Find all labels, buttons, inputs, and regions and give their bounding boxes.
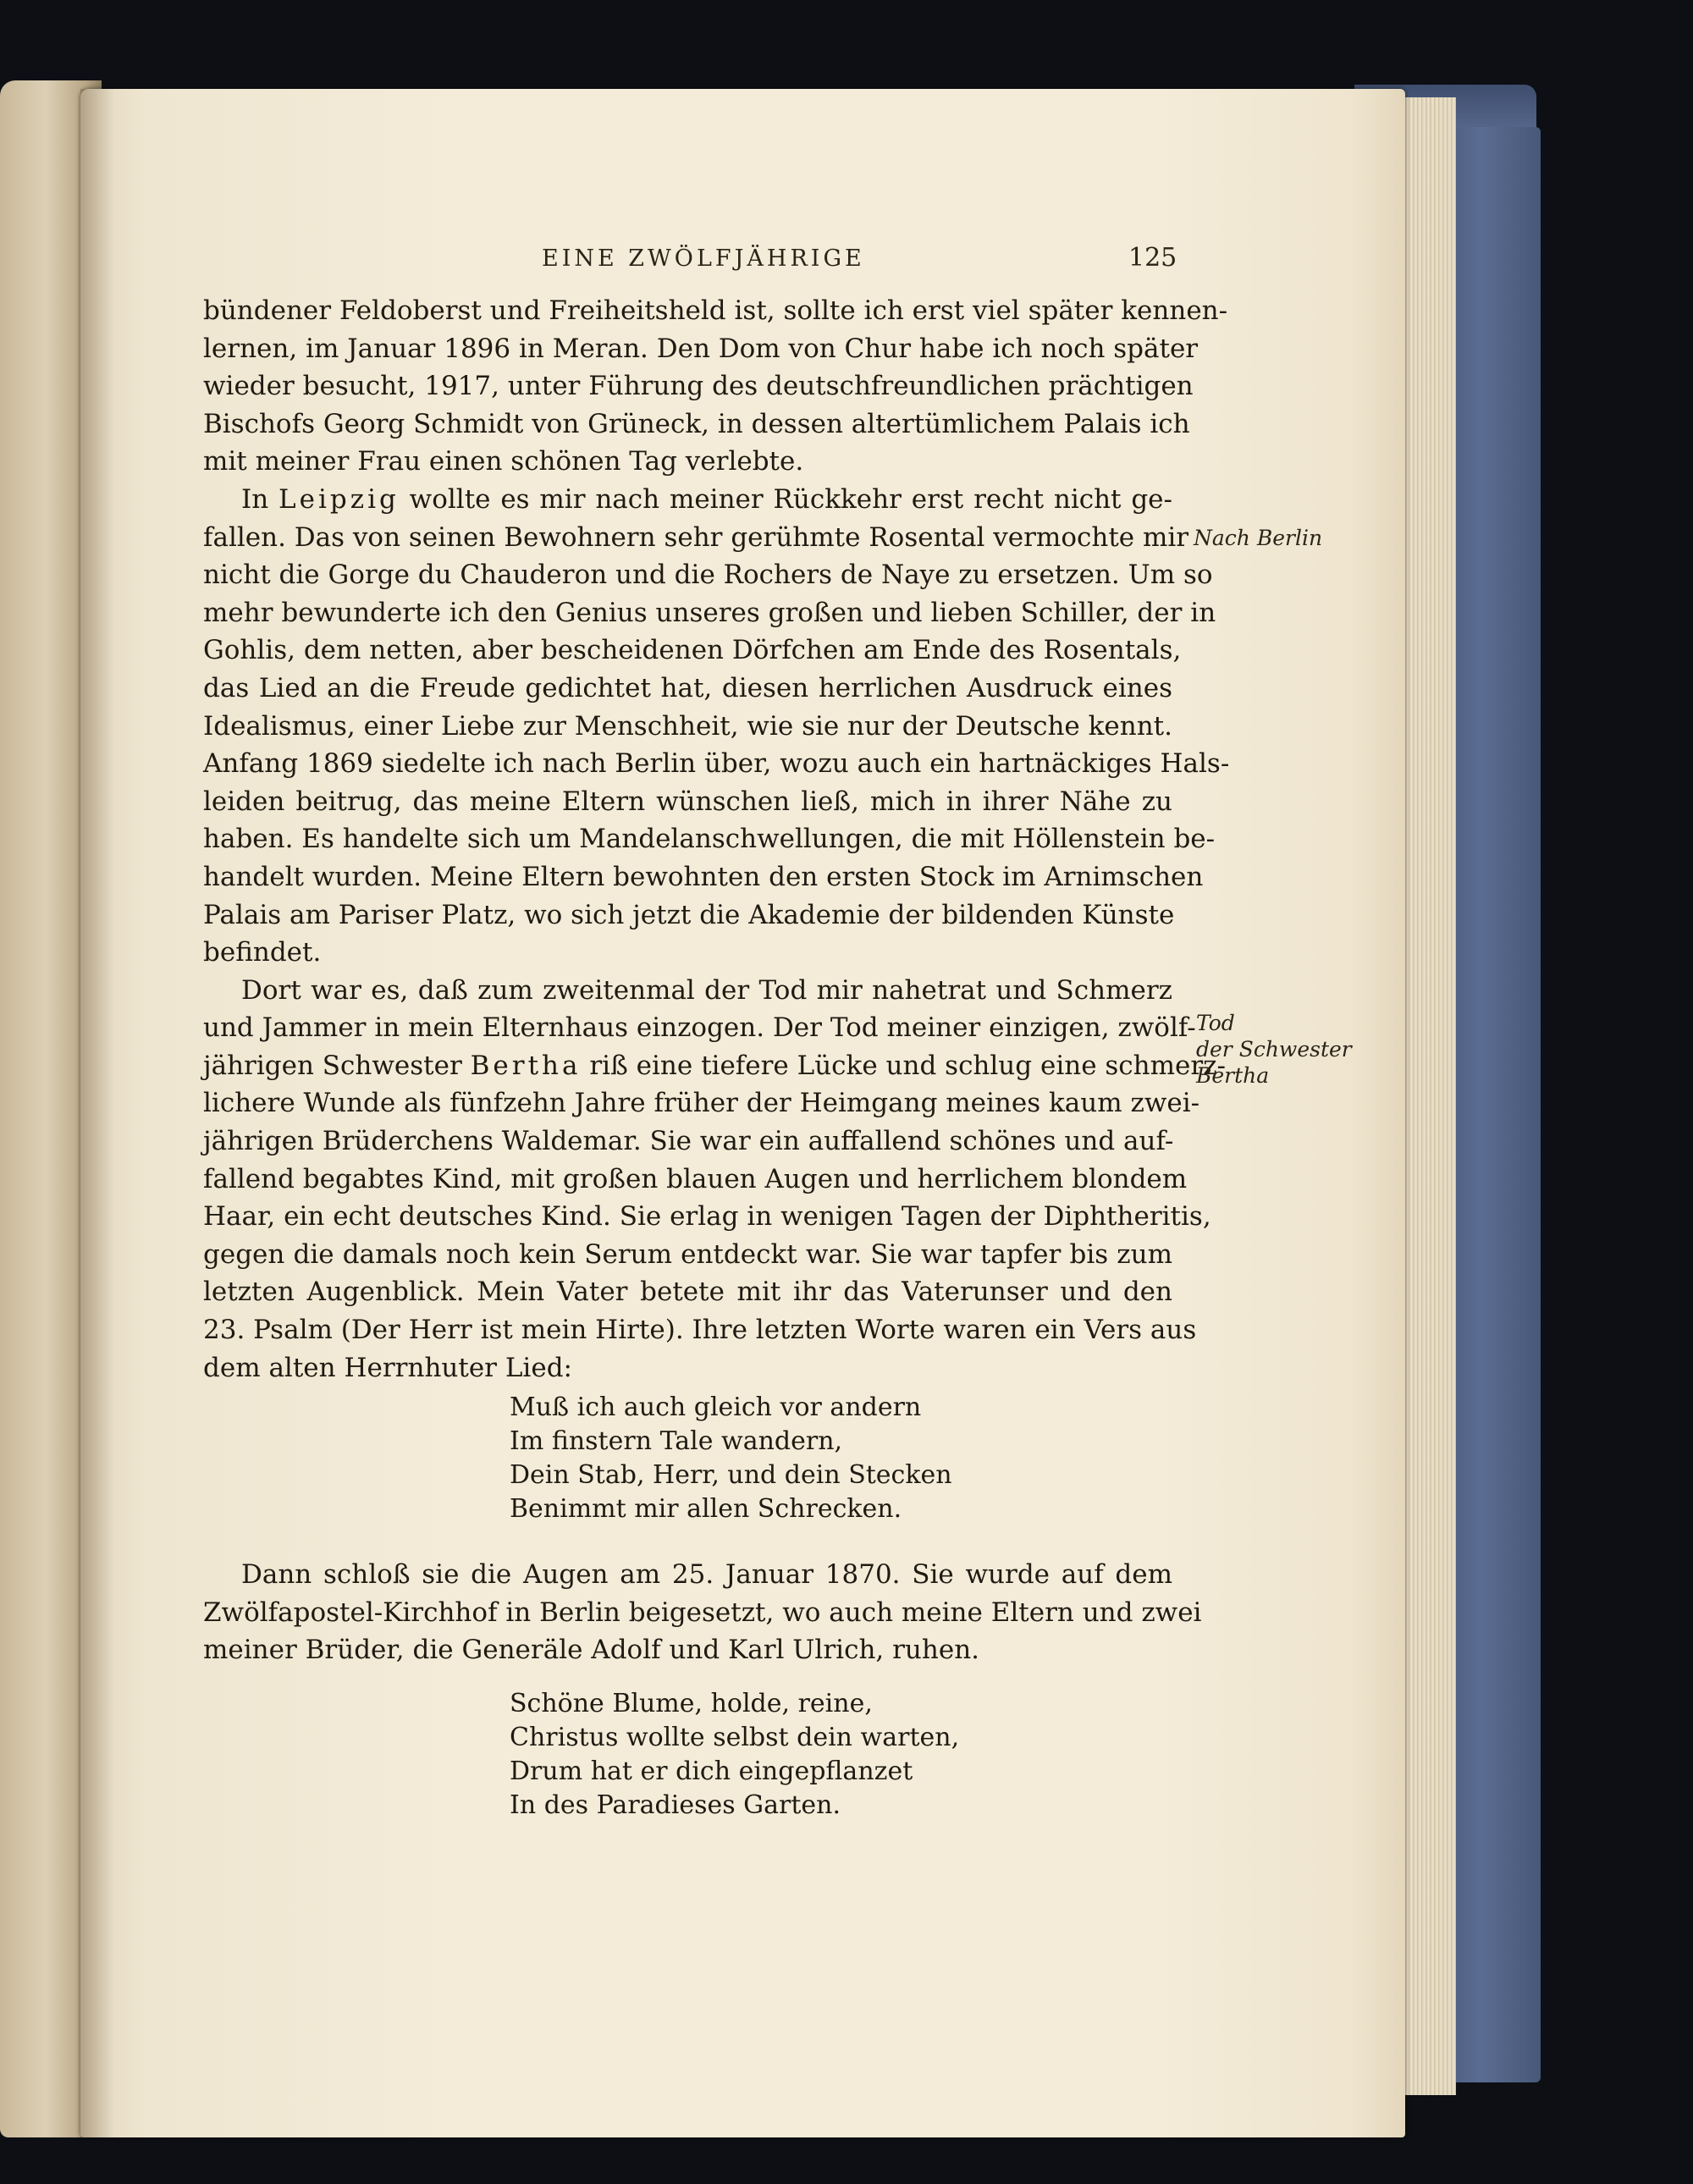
verse-block-2 [510,1687,959,1823]
text-line: mit meiner Frau einen schönen Tag verlebte. [203,446,804,477]
text-line: lernen, im Januar 1896 in Meran. Den Dom von Chur habe ich noch später [203,333,1199,364]
text-line: bündener Feldoberst und Freiheitsheld ist, sollte ich erst viel später kennen- [203,295,1228,326]
paragraph-burial [203,1556,1202,1669]
verse-line: Schöne Blume, holde, reine, [510,1689,873,1718]
text-line: nicht die Gorge du Chauderon und die Rochers de Naye zu ersetzen. Um so [203,560,1213,591]
page-stack-edge [1397,97,1456,2095]
text-line: gegen die damals noch kein Serum entdeckt war. Sie war tapfer bis zum [203,1238,1172,1270]
verse-line: In des Paradieses Garten. [510,1790,841,1820]
text-line: wieder besucht, 1917, unter Führung des deutschfreundlichen prächtigen [203,371,1194,402]
text-line: und Jammer in mein Elternhaus einzogen. Der Tod meiner einzigen, zwölf- [203,1012,1196,1044]
text-fragment: wollte es mir nach meiner Rückkehr erst recht nicht ge- [409,483,1173,515]
text-line: Bischofs Georg Schmidt von Grüneck, in dessen altertümlichem Palais ich [203,408,1190,439]
text-line: fallend begabtes Kind, mit großen blauen Augen und herrlichem blondem [203,1163,1188,1194]
text-line: lichere Wunde als fünfzehn Jahre früher der Heimgang meines kaum zwei- [203,1088,1200,1119]
margin-note-text: Tod [1196,1011,1235,1035]
text-line: Idealismus, einer Liebe zur Menschheit, wie sie nur der Deutsche kennt. [203,710,1172,742]
verse-line: Drum hat er dich eingepflanzet [510,1757,913,1786]
text-line: 23. Psalm (Der Herr ist mein Hirte). Ihre letzten Worte waren ein Vers aus [203,1315,1197,1346]
running-head: EINE ZWÖLFJÄHRIGE [542,245,865,272]
word: In [241,483,269,515]
text-line: Haar, ein echt deutsches Kind. Sie erlag in wenigen Tagen der Diphtheritis, [203,1201,1211,1233]
text-line: dem alten Herrnhuter Lied: [203,1352,572,1383]
text-line [203,481,1172,519]
verse-line: Im finstern Tale wandern, [510,1426,843,1456]
verse-line: Benimmt mir allen Schrecken. [510,1494,902,1524]
margin-note-text: Bertha [1196,1063,1270,1088]
text-line: Gohlis, dem netten, aber bescheidenen Dörfchen am Ende des Rosentals, [203,635,1182,666]
text-line: Palais am Pariser Platz, wo sich jetzt die Akademie der bildenden Künste [203,899,1175,930]
emphasized-name: Bertha [470,1050,582,1081]
text-line: Zwölfapostel-Kirchhof in Berlin beigesetzt, wo auch meine Eltern und zwei [203,1597,1202,1628]
text-line: handelt wurden. Meine Eltern bewohnten den ersten Stock im Arnimschen [203,861,1204,892]
text-line: fallen. Das von seinen Bewohnern sehr gerühmte Rosental vermochte mir [203,521,1189,553]
emphasized-place: Leipzig [278,483,400,515]
text-line [203,1047,1227,1085]
text-line: Dann schloß sie die Augen am 25. Januar 1870. Sie wurde auf dem [241,1559,1172,1590]
verse-block-1 [510,1391,952,1526]
text-line: das Lied an die Freude gedichtet hat, diesen herrlichen Ausdruck eines [203,672,1172,703]
text-line: meiner Brüder, die Generäle Adolf und Karl Ulrich, ruhen. [203,1635,980,1666]
text-line: leiden beitrug, das meine Eltern wünschen ließ, mich in ihrer Nähe zu [203,786,1172,817]
text-fragment: jährigen Schwester [203,1050,462,1081]
page-number: 125 [1128,243,1177,273]
verse-line: Christus wollte selbst dein warten, [510,1723,960,1752]
page-gutter-shadow [80,89,114,2137]
main-text [203,292,1230,1387]
text-fragment: riß eine tiefere Lücke und schlug eine schmerz- [589,1050,1227,1081]
text-line: haben. Es handelte sich um Mandelanschwellungen, die mit Höllenstein be- [203,824,1216,855]
text-line: mehr bewunderte ich den Genius unseres großen und lieben Schiller, der in [203,597,1216,628]
text-line: letzten Augenblick. Mein Vater betete mit ihr das Vaterunser und den [203,1277,1172,1308]
margin-note-berlin [1194,525,1322,551]
text-line: jährigen Brüderchens Waldemar. Sie war ein auffallend schönes und auf- [203,1126,1174,1157]
text-line: Dort war es, daß zum zweitenmal der Tod mir nahetrat und Schmerz [241,974,1172,1006]
text-line: Anfang 1869 siedelte ich nach Berlin über, wozu auch ein hartnäckiges Hals- [203,748,1230,780]
margin-note-death-sister [1196,1010,1352,1089]
text-line: befindet. [203,937,322,968]
verse-line: Dein Stab, Herr, und dein Stecken [510,1460,952,1490]
verse-line: Muß ich auch gleich vor andern [510,1393,922,1422]
margin-note-text: der Schwester [1196,1037,1352,1062]
margin-note-text: Nach Berlin [1194,526,1323,550]
